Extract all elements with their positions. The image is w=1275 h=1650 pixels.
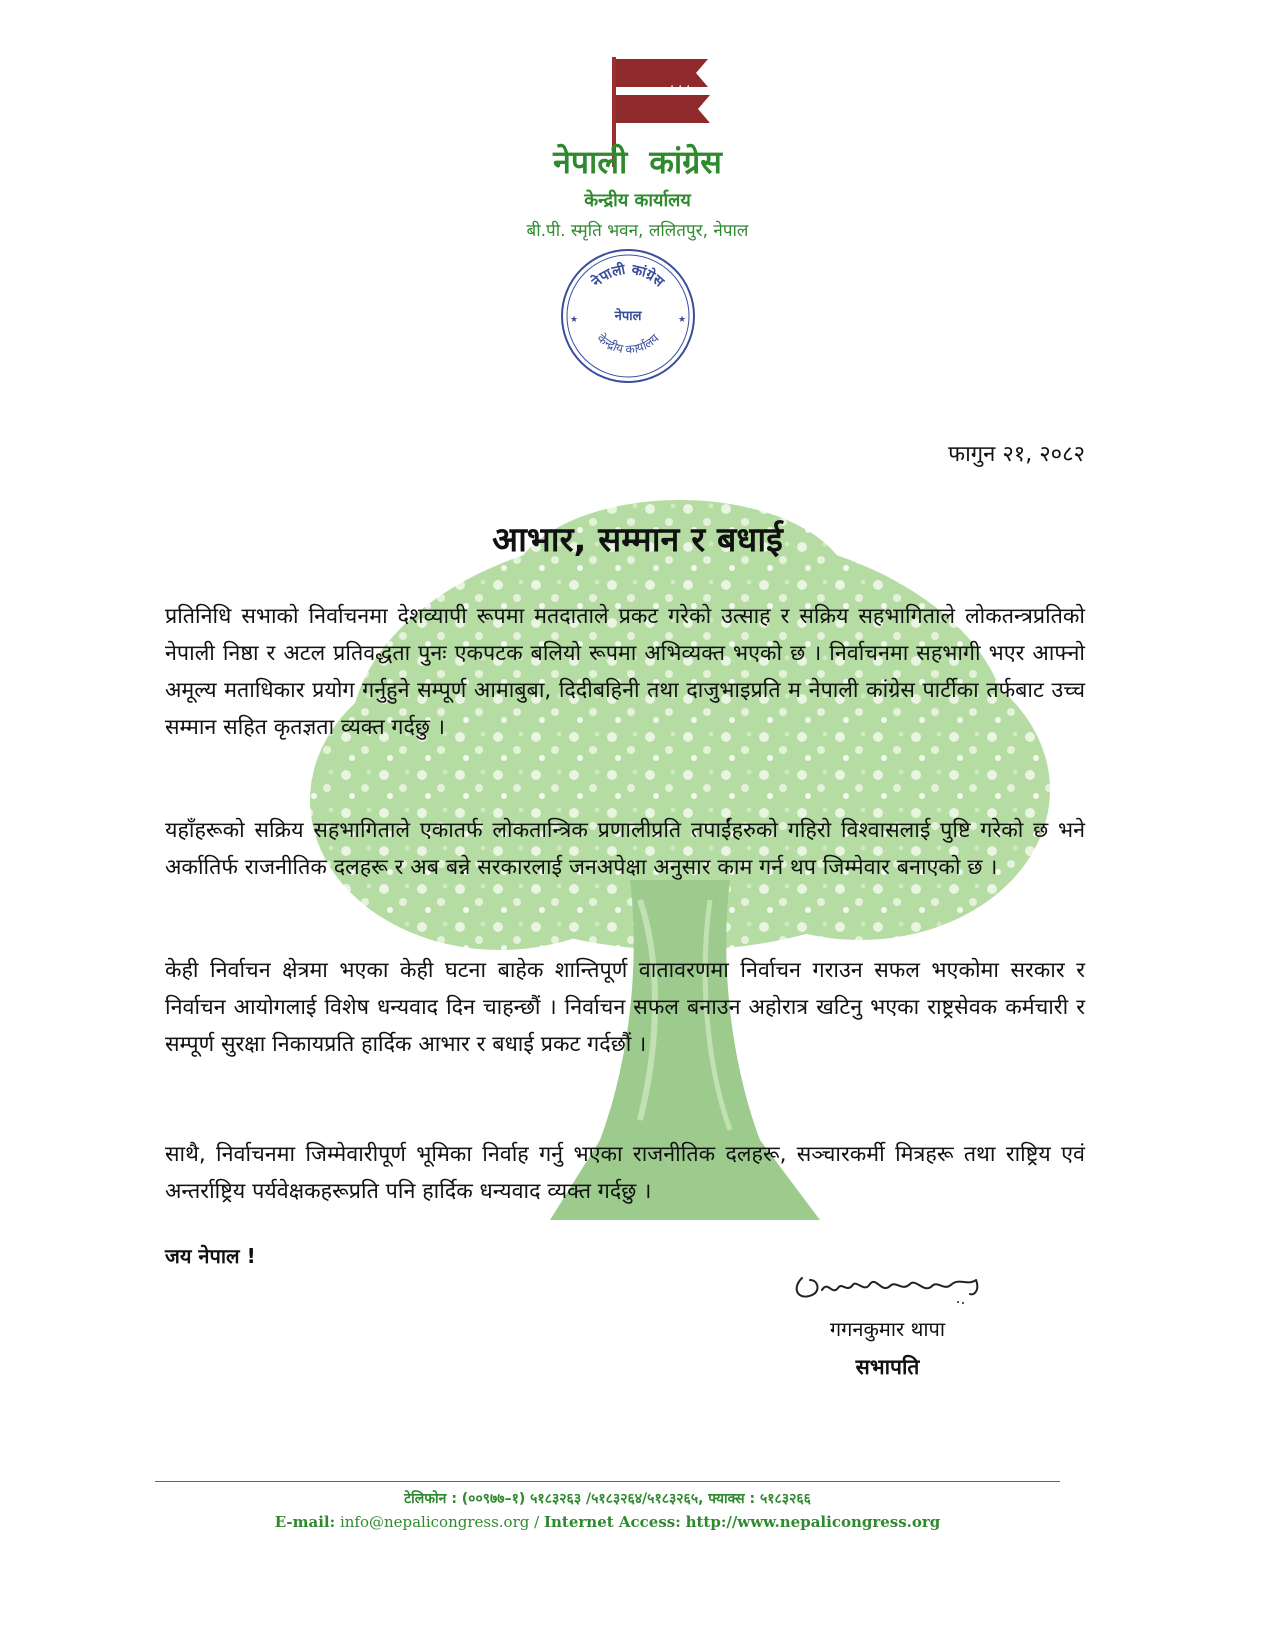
footer-divider (155, 1481, 1060, 1482)
signer-title: सभापति (855, 1355, 920, 1379)
body-paragraph-2: यहाँहरूको सक्रिय सहभागिताले एकातर्फ लोकतान्त्रिक प्रणालीप्रति तपाईंहरुको गहिरो विश्वासलाई पुष्टि गरेको छ भने अर्कातिर्फ राजनीतिक दलहरू र अब बन्ने सरकारलाई जनअपेक्षा अनुसार काम गर्न थप जिम्मेवार बनाएको छ । (165, 818, 1085, 880)
email-link[interactable]: info@nepalicongress.org (339, 1513, 530, 1531)
body-paragraph-3: केही निर्वाचन क्षेत्रमा भएका केही घटना बाहेक शान्तिपूर्ण वातावरणमा निर्वाचन गराउन सफल भएकोमा सरकार र निर्वाचन आयोगलाई विशेष धन्यवाद दिन चाहन्छौं । निर्वाचन सफल बनाउन अहोरात्र खटिनु भएका राष्ट्रसेवक कर्मचारी र सम्पूर्ण सुरक्षा निकायप्रति हार्दिक आभार र बधाई प्रकट गर्दछौं । (165, 958, 1085, 1057)
svg-text:★: ★ (570, 315, 579, 325)
letter-title: आभार, सम्मान र बधाई (492, 520, 783, 560)
office-seal-stamp (558, 246, 698, 386)
handwritten-signature (780, 1250, 995, 1310)
svg-text:★★★: ★★★ (668, 84, 693, 94)
body-paragraph-4: साथै, निर्वाचनमा जिम्मेवारीपूर्ण भूमिका निर्वाह गर्नु भएका राजनीतिक दलहरू, सञ्चारकर्मी मित्रहरू तथा राष्ट्रिय एवं अन्तर्राष्ट्रिय पर्यवेक्षकहरूप्रति पनि हार्दिक धन्यवाद व्यक्त गर्दछु । (165, 1142, 1085, 1204)
footer-phone-fax: टेलिफोन : (००९७७–१) ५१८३२६३ /५१८३२६४/५१८३२६५, फ्याक्स : ५१८३२६६ (404, 1491, 811, 1507)
footer-separator: / (534, 1513, 540, 1531)
svg-text:नेपाल: नेपाल (614, 309, 642, 324)
office-address: बी.पी. स्मृति भवन, ललितपुर, नेपाल (526, 221, 749, 241)
email-label: E-mail: (274, 1513, 336, 1531)
body-paragraph-1: प्रतिनिधि सभाको निर्वाचनमा देशव्यापी रूपमा मतदाताले प्रकट गरेको उत्साह र सक्रिय सहभागिताले लोकतन्त्रप्रतिको नेपाली निष्ठा र अटल प्रतिवद्धता पुनः एकपटक बलियो रूपमा अभिव्यक्त भएको छ । निर्वाचनमा सहभागी भएर आफ्नो अमूल्य मताधिकार प्रयोग गर्नुहुने सम्पूर्ण आमाबुबा, दिदीबहिनी तथा दाजुभाइप्रति म नेपाली कांग्रेस पार्टीका तर्फबाट उच्च सम्मान सहित कृतज्ञता व्यक्त गर्दछु । (165, 604, 1085, 740)
letter-date: फागुन २१, २०८२ (948, 442, 1085, 467)
footer-contact (155, 1513, 1060, 1531)
office-name: केन्द्रीय कार्यालय (584, 190, 691, 211)
website-link[interactable]: http://www.nepalicongress.org (685, 1513, 941, 1531)
org-name-part2: कांग्रेस (649, 143, 722, 181)
svg-text:केन्द्रीय कार्यालय: केन्द्रीय कार्यालय (594, 331, 662, 357)
organization-name (430, 140, 845, 183)
closing-salutation: जय नेपाल ! (165, 1244, 256, 1268)
svg-text:नेपाली कांग्रेस: नेपाली कांग्रेस (589, 261, 667, 291)
svg-text:★: ★ (678, 315, 687, 325)
signer-name: गगनकुमार थापा (829, 1317, 946, 1341)
web-label: Internet Access: (544, 1513, 681, 1531)
org-name-part1: नेपाली (553, 143, 628, 181)
